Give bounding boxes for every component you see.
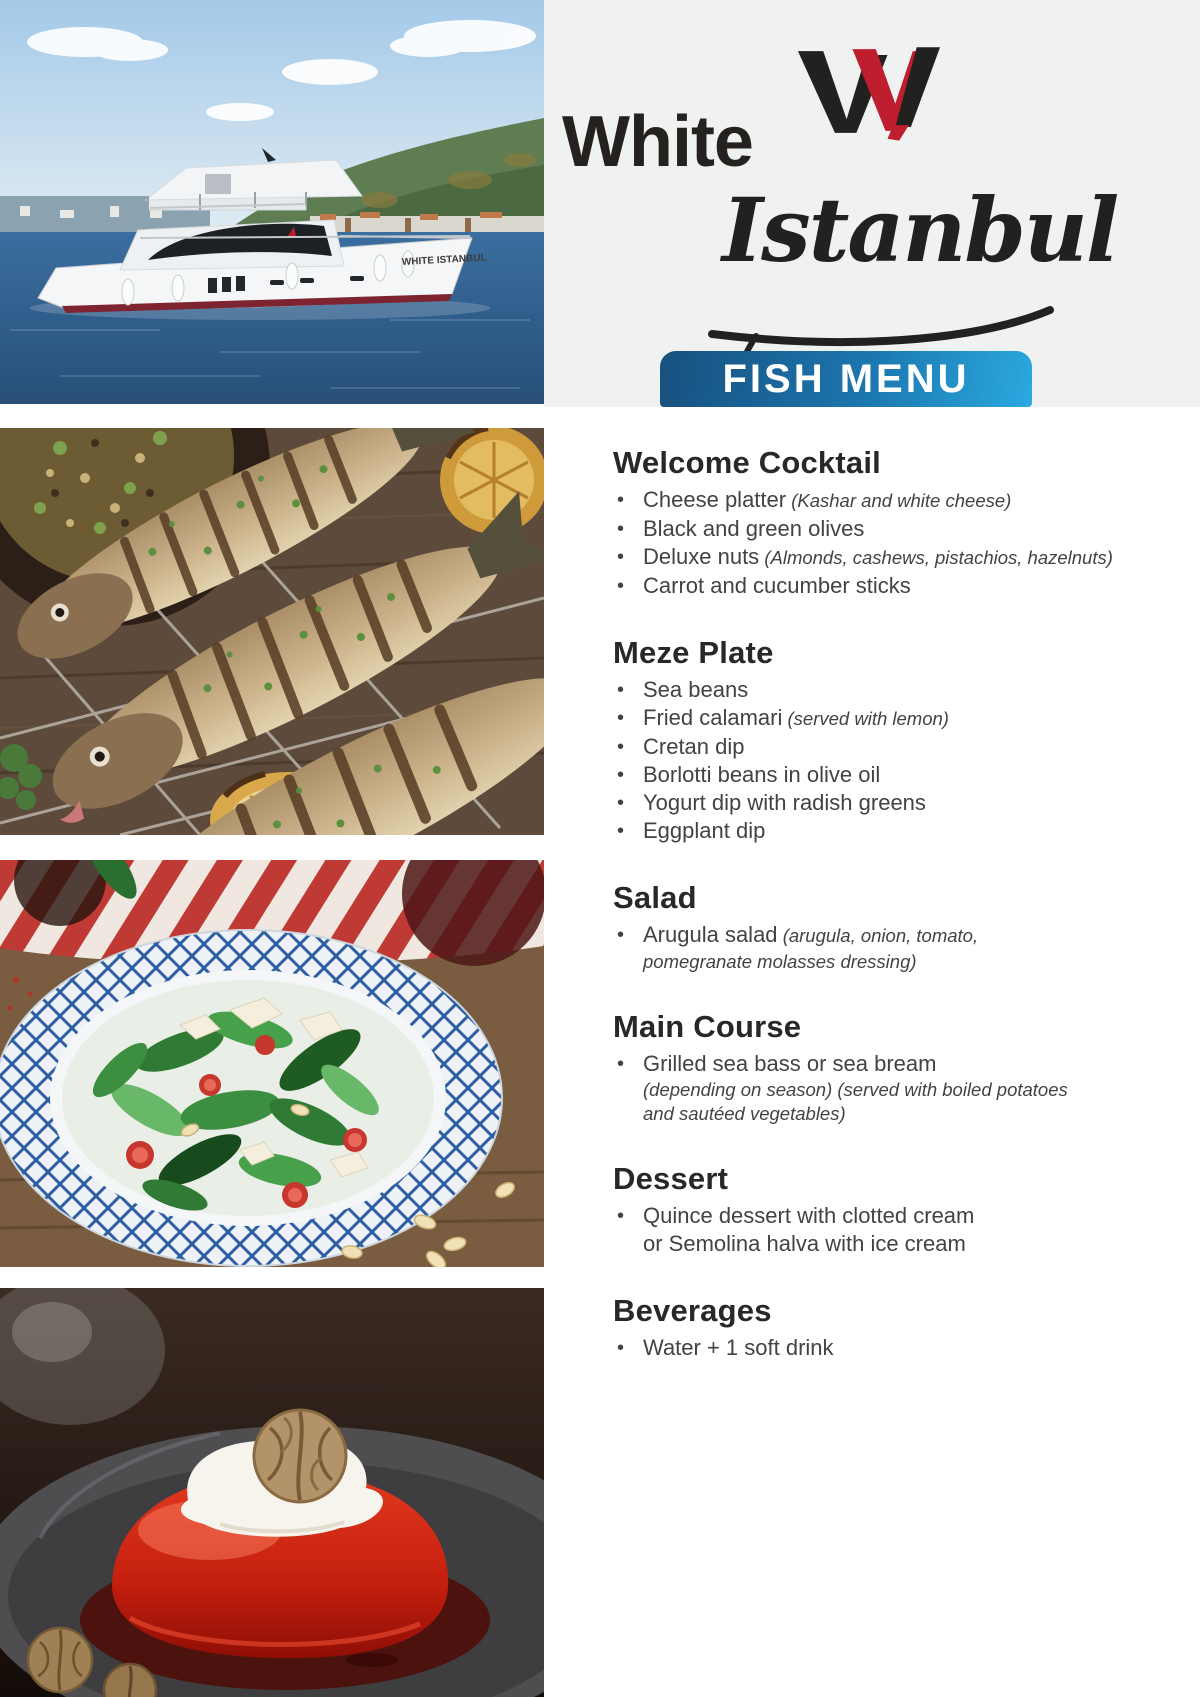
quince-dessert-photo — [0, 1288, 544, 1697]
menu-section — [613, 1010, 1178, 1126]
menu-section — [613, 1294, 1178, 1362]
menu-item-text: Arugula salad — [643, 922, 778, 947]
photo-column — [0, 0, 544, 1697]
menu-item — [613, 789, 1178, 817]
menu-item-line2: or Semolina halva with ice cream — [643, 1231, 966, 1256]
bullet-dot: • — [617, 792, 625, 814]
menu-item-text: Grilled sea bass or sea bream — [643, 1051, 937, 1076]
menu-item — [613, 676, 1178, 704]
menu-section — [613, 446, 1178, 600]
menu-item-text: Deluxe nuts — [643, 544, 760, 569]
menu-item — [613, 817, 1178, 845]
fish-menu-banner — [660, 351, 1032, 407]
menu-item-note: (depending on season) (served with boiled potatoes — [643, 1079, 1068, 1100]
yacht-hull-text: WHITE ISTANBUL — [401, 252, 487, 268]
bullet-dot: • — [617, 518, 625, 540]
brand-name-istanbul: Istanbul — [722, 178, 1118, 282]
bullet-dot: • — [617, 707, 625, 729]
wi-monogram-icon — [796, 42, 942, 142]
bullet-dot: • — [617, 679, 625, 701]
menu-item-note: (Kashar and white cheese) — [791, 490, 1012, 511]
menu-item-text: Cheese platter — [643, 487, 787, 512]
section-title: Main Course — [613, 1009, 802, 1044]
section-title: Meze Plate — [613, 635, 774, 670]
menu-item — [613, 1334, 1178, 1362]
section-items — [613, 1334, 1178, 1362]
menu-item — [613, 515, 1178, 543]
quince-illustration — [0, 1288, 544, 1697]
section-title: Salad — [613, 880, 697, 915]
menu-section — [613, 636, 1178, 845]
menu-item — [613, 486, 1178, 515]
menu-item-text: Sea beans — [643, 677, 749, 702]
bullet-dot: • — [617, 736, 625, 758]
menu-item-note: (served with lemon) — [787, 708, 949, 729]
menu-item-text: Eggplant dip — [643, 818, 766, 843]
menu-item — [613, 704, 1178, 733]
section-title: Welcome Cocktail — [613, 445, 881, 480]
bullet-dot: • — [617, 575, 625, 597]
bullet-dot: • — [617, 1205, 625, 1227]
menu-item — [613, 733, 1178, 761]
section-items — [613, 921, 1178, 974]
bullet-dot: • — [617, 924, 625, 946]
menu-item — [613, 921, 1178, 974]
grilled-fish-photo — [0, 428, 544, 835]
menu — [613, 446, 1178, 1362]
menu-item-text: Cretan dip — [643, 734, 745, 759]
menu-item-text: Fried calamari — [643, 705, 783, 730]
menu-section — [613, 881, 1178, 974]
section-items — [613, 1202, 1178, 1258]
bullet-dot: • — [617, 489, 625, 511]
arugula-salad-photo — [0, 860, 544, 1267]
menu-item — [613, 543, 1178, 572]
menu-item-text: Black and green olives — [643, 516, 865, 541]
menu-item-text: Water + 1 soft drink — [643, 1335, 834, 1360]
grilled-fish-illustration — [0, 428, 544, 835]
menu-item-text: Borlotti beans in olive oil — [643, 762, 881, 787]
bullet-dot: • — [617, 764, 625, 786]
menu-item-text: Quince dessert with clotted cream — [643, 1203, 975, 1228]
bullet-dot: • — [617, 820, 625, 842]
menu-item — [613, 1202, 1178, 1258]
bullet-dot: • — [617, 546, 625, 568]
fish-menu-banner-label: FISH MENU — [722, 356, 970, 401]
menu-item — [613, 572, 1178, 600]
bullet-dot: • — [617, 1053, 625, 1075]
section-items — [613, 1050, 1178, 1126]
section-title: Beverages — [613, 1293, 772, 1328]
yacht-bosphorus-photo — [0, 0, 544, 404]
menu-item-text: Carrot and cucumber sticks — [643, 573, 911, 598]
salad-illustration — [0, 860, 544, 1267]
menu-item-note: (Almonds, cashews, pistachios, hazelnuts) — [764, 547, 1113, 568]
brand-name-white: White — [562, 102, 753, 182]
menu-item-note: (arugula, onion, tomato, — [782, 925, 979, 946]
menu-item — [613, 1050, 1178, 1126]
section-items — [613, 486, 1178, 600]
section-items — [613, 676, 1178, 845]
brand-header — [544, 0, 1200, 407]
menu-item-text: Yogurt dip with radish greens — [643, 790, 926, 815]
menu-panel — [544, 0, 1200, 1697]
bullet-dot: • — [617, 1337, 625, 1359]
menu-item-note-line2: and sautéed vegetables) — [643, 1103, 846, 1124]
menu-section — [613, 1162, 1178, 1258]
menu-item-note-line2: pomegranate molasses dressing) — [643, 951, 917, 972]
section-title: Dessert — [613, 1161, 729, 1196]
menu-item — [613, 761, 1178, 789]
yacht-illustration — [0, 0, 544, 404]
